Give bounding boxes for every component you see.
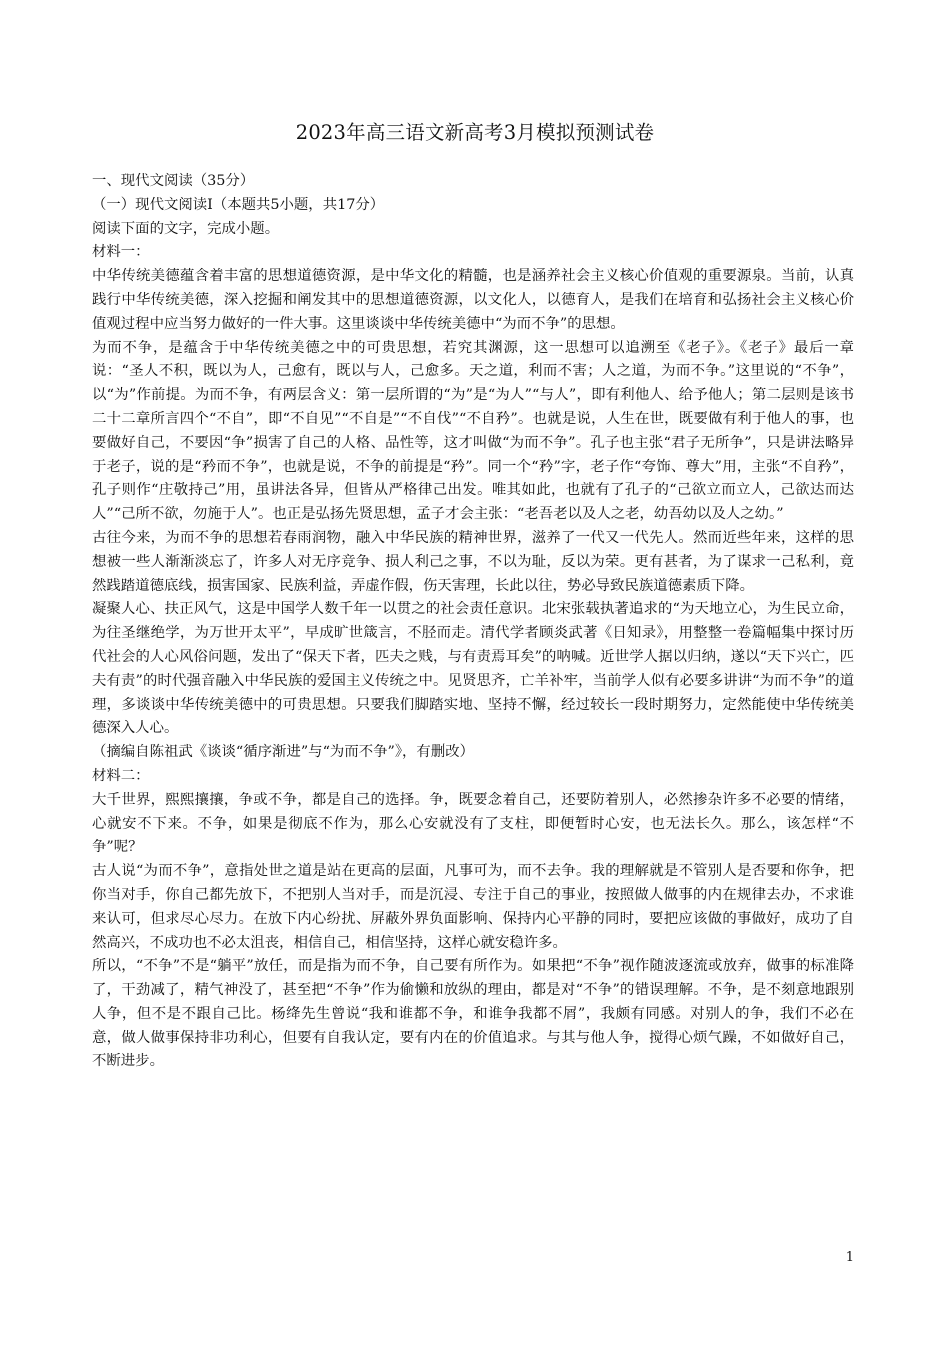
paragraph: 所以，“不争”不是“躺平”放任，而是指为而不争，自己要有所作为。如果把“不争”视作随波逐流或放弃，做事的标准降了，干劲减了，精气神没了，甚至把“不争”作为偷懒和放纵的理由，都是对“不争”的错误理解。不争，是不刻意地跟别人争，但不是不跟自己比。杨绛先生曾说“我和谁都不争，和谁争我都不屑”，我颇有同感。对别人的争，我们不必在意，做人做事保持非功利心，但要有自我认定，要有内在的价值追求。与其与他人争，搅得心烦气躁，不如做好自己，不断进步。 bbox=[92, 958, 854, 1070]
paragraph: 凝聚人心、扶正风气，这是中国学人数千年一以贯之的社会责任意识。北宋张载执著追求的“为天地立心，为生民立命，为往圣继绝学，为万世开太平”，早成旷世箴言，不胫而走。清代学者顾炎武著《日知录》，用整整一卷篇幅集中探讨历代社会的人心风俗问题，发出了“保天下者，匹夫之贱，与有责焉耳矣”的呐喊。近世学人据以归纳，遂以“天下兴亡，匹夫有责”的时代强音融入中华民族的爱国主义传统之中。见贤思齐，亡羊补牢，当前学人似有必要多讲讲“为而不争”的道理，多谈谈中华传统美德中的可贵思想。只要我们脚踏实地、坚持不懈，经过较长一段时期努力，定然能使中华传统美德深入人心。 bbox=[92, 601, 854, 737]
page-number: 1 bbox=[845, 1250, 854, 1265]
paragraph: 古往今来，为而不争的思想若春雨润物，融入中华民族的精神世界，滋养了一代又一代先人。然而近些年来，这样的思想被一些人渐渐淡忘了，许多人对无序竞争、损人利己之事，不以为耻，反以为荣。更有甚者，为了谋求一己私利，竟然践踏道德底线，损害国家、民族利益，弄虚作假，伤天害理，长此以往，势必导致民族道德素质下降。 bbox=[92, 529, 854, 594]
document-body bbox=[92, 170, 854, 1074]
paragraph: 大千世界，熙熙攘攘，争或不争，都是自己的选择。争，既要念着自己，还要防着别人，必然掺杂许多不必要的情绪，心就安不下来。不争，如果是彻底不作为，那么心安就没有了支柱，即便暂时心安，也无法长久。那么，该怎样“不争”呢？ bbox=[92, 791, 854, 856]
section-heading: 一、现代文阅读（35分） bbox=[92, 173, 255, 189]
subsection-heading: （一）现代文阅读Ⅰ（本题共5小题，共17分） bbox=[92, 196, 385, 213]
source-citation: （摘编自陈祖武《谈谈“循序渐进”与“为而不争”》，有删改） bbox=[92, 744, 474, 761]
paragraph: 中华传统美德蕴含着丰富的思想道德资源，是中华文化的精髓，也是涵养社会主义核心价值观的重要源泉。当前，认真践行中华传统美德，深入挖掘和阐发其中的思想道德资源，以文化人，以德育人，是我们在培育和弘扬社会主义核心价值观过程中应当努力做好的一件大事。这里谈谈中华传统美德中“为而不争”的思想。 bbox=[92, 268, 854, 332]
instruction-text: 阅读下面的文字，完成小题。 bbox=[92, 220, 280, 237]
material-label: 材料一： bbox=[92, 244, 150, 261]
paragraph: 为而不争，是蕴含于中华传统美德之中的可贵思想，若究其渊源，这一思想可以追溯至《老子》。《老子》最后一章说：“圣人不积，既以为人，己愈有，既以与人，己愈多。天之道，利而不害；人之道，为而不争。”这里说的“不争”，以“为”作前提。为而不争，有两层含义：第一层所谓的“为”是“为人”“与人”，即有利他人、给予他人；第二层则是该书二十二章所言四个“不自”，即“不自见”“不自是”“不自伐”“不自矜”。也就是说，人生在世，既要做有利于他人的事，也要做好自己，不要因“争”损害了自己的人格、品性等，这才叫做“为而不争”。孔子也主张“君子无所争”，只是讲法略异于老子，说的是“矜而不争”，也就是说，不争的前提是“矜”。同一个“矜”字，老子作“夸饰、尊大”用，主张“不自矜”，孔子则作“庄敬持己”用，虽讲法各异，但皆从严格律己出发。唯其如此，也就有了孔子的“己欲立而立人，己欲达而达人”“己所不欲，勿施于人”。也正是弘扬先贤思想，孟子才会主张：“老吾老以及人之老，幼吾幼以及人之幼。” bbox=[92, 339, 854, 523]
document-title: 2023年高三语文新高考3月模拟预测试卷 bbox=[295, 121, 655, 144]
paragraph: 古人说“为而不争”，意指处世之道是站在更高的层面，凡事可为，而不去争。我的理解就是不管别人是否要和你争，把你当对手，你自己都先放下，不把别人当对手，而是沉浸、专注于自己的事业，按照做人做事的内在规律去办，不求谁来认可，但求尽心尽力。在放下内心纷扰、屏蔽外界负面影响、保持内心平静的同时，要把应该做的事做好，成功了自然高兴，不成功也不必太沮丧，相信自己，相信坚持，这样心就安稳许多。 bbox=[92, 863, 854, 951]
material-label: 材料二： bbox=[92, 767, 150, 784]
